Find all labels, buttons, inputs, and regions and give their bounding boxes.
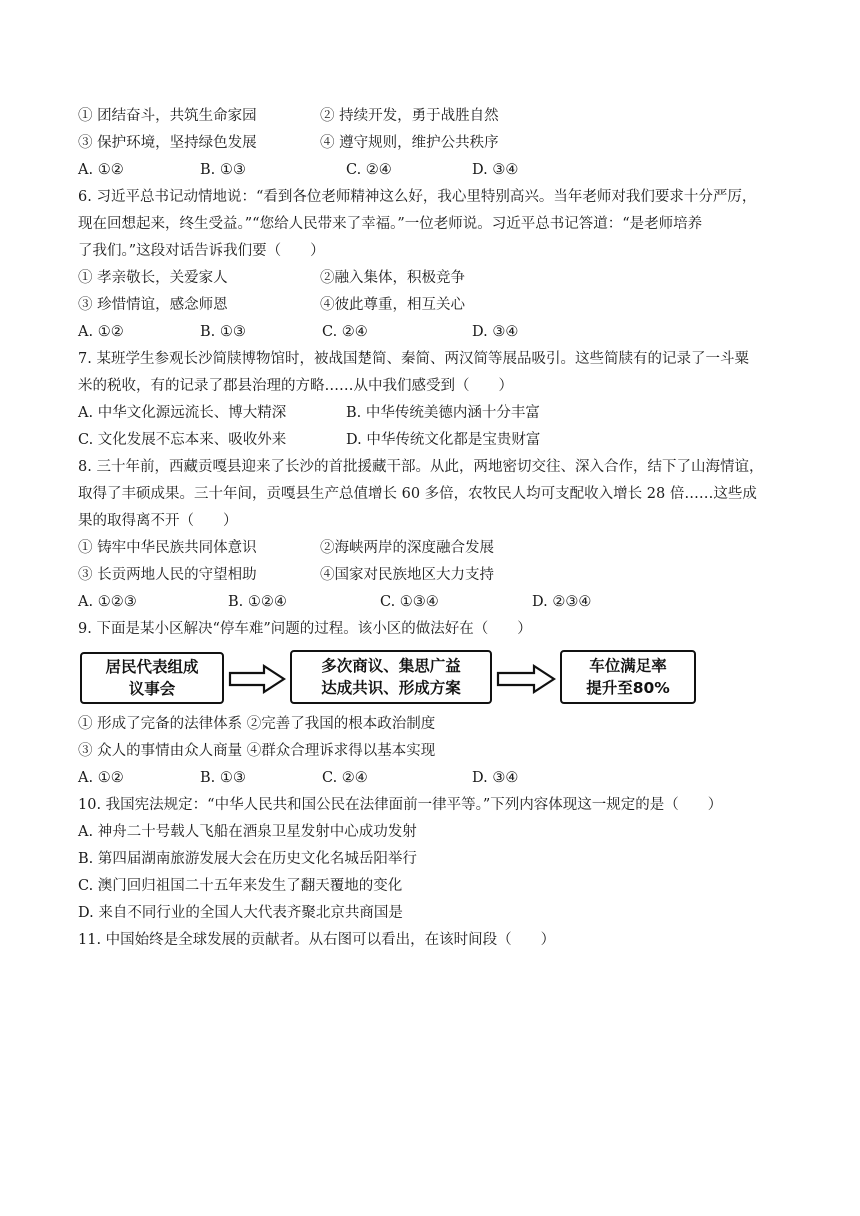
q8-stem-line-2: 取得了丰硕成果。三十年间，贡嘎县生产总值增长 60 多倍，农牧民人均可支配收入增长 28 倍……这些成 xyxy=(78,486,757,502)
q5-statement-4: ④ 遵守规则，维护公共秩序 xyxy=(320,135,499,151)
q8-statement-4: ④国家对民族地区大力支持 xyxy=(320,567,494,583)
q5-statement-3: ③ 保护环境，坚持绿色发展 xyxy=(78,135,257,151)
q8-option-a: A. ①②③ xyxy=(78,594,137,610)
q5-statement-2: ② 持续开发，勇于战胜自然 xyxy=(320,108,499,124)
q7-stem-line-1: 7. 某班学生参观长沙简牍博物馆时，被战国楚简、秦简、两汉简等展品吸引。这些简牍有的记录了一斗粟 xyxy=(78,351,749,367)
q6-option-d: D. ③④ xyxy=(472,324,519,340)
q8-stem-line-1: 8. 三十年前，西藏贡嘎县迎来了长沙的首批援藏干部。从此，两地密切交往、深入合作，结下了山海情谊， xyxy=(78,459,764,475)
q9-option-a: A. ①② xyxy=(78,770,124,786)
q6-option-a: A. ①② xyxy=(78,324,124,340)
q10-option-a: A. 神舟二十号载人飞船在酒泉卫星发射中心成功发射 xyxy=(78,824,417,840)
flow-arrow-right-icon xyxy=(496,664,556,694)
q7-option-a: A. 中华文化源远流长、博大精深 xyxy=(78,405,287,421)
q5-option-d: D. ③④ xyxy=(472,162,519,178)
q6-statement-3: ③ 珍惜情谊，感念师恩 xyxy=(78,297,228,313)
flow-step-council-line-1: 居民代表组成 xyxy=(105,658,199,676)
q5-option-a: A. ①② xyxy=(78,162,124,178)
q6-stem-line-3: 了我们。”这段对话告诉我们要（ ） xyxy=(78,243,325,259)
q9-statements-1-2: ① 形成了完备的法律体系 ②完善了我国的根本政治制度 xyxy=(78,716,436,732)
q8-statement-3: ③ 长贡两地人民的守望相助 xyxy=(78,567,257,583)
flow-step-result-line-2: 提升至80% xyxy=(586,679,670,697)
q8-statement-2: ②海峡两岸的深度融合发展 xyxy=(320,540,494,556)
q8-statement-1: ① 铸牢中华民族共同体意识 xyxy=(78,540,257,556)
q11-stem: 11. 中国始终是全球发展的贡献者。从右图可以看出，在该时间段（ ） xyxy=(78,932,556,948)
q6-statement-1: ① 孝亲敬长，关爱家人 xyxy=(78,270,228,286)
q9-option-d: D. ③④ xyxy=(472,770,519,786)
q8-option-d: D. ②③④ xyxy=(532,594,592,610)
q7-stem-line-2: 米的税收，有的记录了郡县治理的方略……从中我们感受到（ ） xyxy=(78,378,513,394)
q8-option-b: B. ①②④ xyxy=(228,594,287,610)
q7-option-b: B. 中华传统美德内涵十分丰富 xyxy=(346,405,540,421)
q7-option-c: C. 文化发展不忘本来、吸收外来 xyxy=(78,432,287,448)
q9-statements-3-4: ③ 众人的事情由众人商量 ④群众合理诉求得以基本实现 xyxy=(78,743,436,759)
q6-option-b: B. ①③ xyxy=(200,324,246,340)
flow-step-discussion-line-1: 多次商议、集思广益 xyxy=(321,657,461,675)
q6-option-c: C. ②④ xyxy=(322,324,368,340)
q7-option-d: D. 中华传统文化都是宝贵财富 xyxy=(346,432,541,448)
q8-option-c: C. ①③④ xyxy=(380,594,439,610)
q10-stem: 10. 我国宪法规定：“中华人民共和国公民在法律面前一律平等。”下列内容体现这一规定的是（ ） xyxy=(78,797,723,813)
q6-stem-line-2: 现在回想起来，终生受益。”“您给人民带来了幸福。”一位老师说。习近平总书记答道：“是老师培养 xyxy=(78,216,703,232)
q5-statement-1: ① 团结奋斗，共筑生命家园 xyxy=(78,108,257,124)
q10-option-b: B. 第四届湖南旅游发展大会在历史文化名城岳阳举行 xyxy=(78,851,417,867)
flow-step-discussion-line-2: 达成共识、形成方案 xyxy=(321,679,461,697)
flow-step-result-line-1: 车位满足率 xyxy=(589,657,667,675)
q9-option-b: B. ①③ xyxy=(200,770,246,786)
flow-step-discussion xyxy=(290,650,492,704)
q5-option-b: B. ①③ xyxy=(200,162,246,178)
q9-stem: 9. 下面是某小区解决“停车难”问题的过程。该小区的做法好在（ ） xyxy=(78,621,532,637)
q10-option-c: C. 澳门回归祖国二十五年来发生了翻天覆地的变化 xyxy=(78,878,403,894)
flow-step-council-line-2: 议事会 xyxy=(128,680,176,698)
flow-step-result xyxy=(560,650,696,704)
q6-stem-line-1: 6. 习近平总书记动情地说：“看到各位老师精神这么好，我心里特别高兴。当年老师对我们要求十分严厉， xyxy=(78,189,757,205)
q5-option-c: C. ②④ xyxy=(346,162,392,178)
flow-step-council xyxy=(80,652,224,704)
q6-statement-4: ④彼此尊重，相互关心 xyxy=(320,297,465,313)
flow-arrow-right-icon xyxy=(228,664,286,694)
q10-option-d: D. 来自不同行业的全国人大代表齐聚北京共商国是 xyxy=(78,905,403,921)
q9-option-c: C. ②④ xyxy=(322,770,368,786)
q6-statement-2: ②融入集体，积极竞争 xyxy=(320,270,465,286)
q8-stem-line-3: 果的取得离不开（ ） xyxy=(78,513,238,529)
